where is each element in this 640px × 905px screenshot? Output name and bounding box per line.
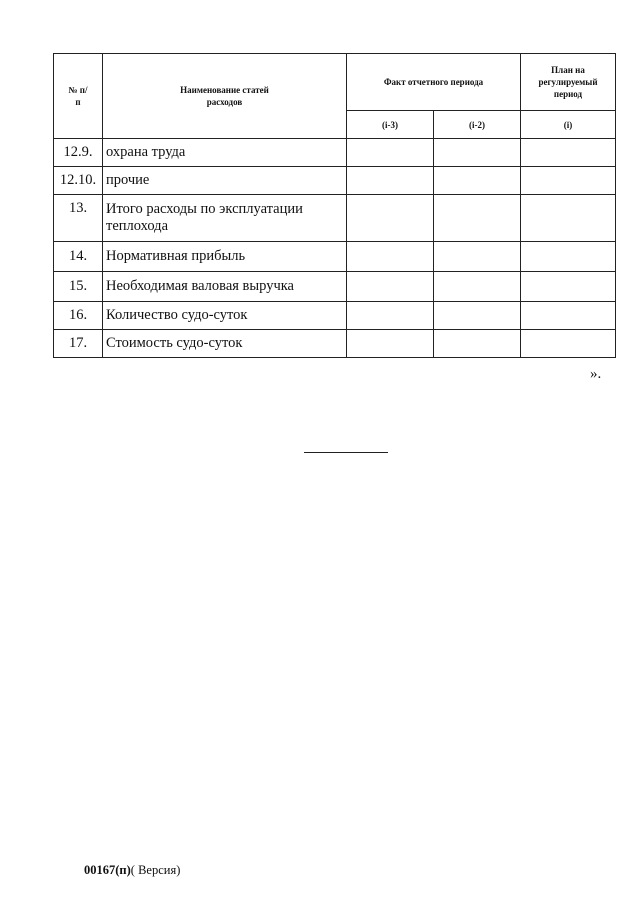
row-number: 12.9. (54, 139, 103, 167)
period-i3-header: (i-3) (347, 111, 434, 139)
row-number: 16. (54, 302, 103, 330)
value-cell (347, 195, 434, 242)
table-row (54, 242, 616, 272)
number-header: № п/п (54, 54, 103, 139)
table-row (54, 139, 616, 167)
row-name: Итого расходы по эксплуатации теплохода (103, 195, 347, 242)
value-cell (434, 272, 521, 302)
table-row (54, 302, 616, 330)
value-cell (347, 302, 434, 330)
actual-period-header: Факт отчетного периода (347, 54, 521, 111)
document-code (84, 863, 180, 878)
value-cell (347, 330, 434, 358)
value-cell (521, 242, 616, 272)
row-number: 13. (54, 195, 103, 242)
row-name: Необходимая валовая выручка (103, 272, 347, 302)
table-row (54, 330, 616, 358)
value-cell (521, 195, 616, 242)
row-name: охрана труда (103, 139, 347, 167)
value-cell (347, 167, 434, 195)
value-cell (434, 242, 521, 272)
value-cell (347, 242, 434, 272)
expense-table (53, 53, 616, 358)
value-cell (434, 195, 521, 242)
value-cell (434, 167, 521, 195)
value-cell (347, 139, 434, 167)
value-cell (434, 330, 521, 358)
row-number: 12.10. (54, 167, 103, 195)
row-name: Количество судо-суток (103, 302, 347, 330)
table-row (54, 272, 616, 302)
row-number: 17. (54, 330, 103, 358)
row-name: прочие (103, 167, 347, 195)
value-cell (521, 167, 616, 195)
row-number: 15. (54, 272, 103, 302)
row-number: 14. (54, 242, 103, 272)
closing-quote: ». (590, 366, 602, 382)
row-name: Нормативная прибыль (103, 242, 347, 272)
value-cell (434, 302, 521, 330)
period-i-header: (i) (521, 111, 616, 139)
plan-period-header: План на регулируемый период (521, 54, 616, 111)
name-header: Наименование статей расходов (103, 54, 347, 139)
value-cell (521, 330, 616, 358)
value-cell (347, 272, 434, 302)
value-cell (521, 272, 616, 302)
divider-line (304, 452, 388, 453)
doc-code-number: 00167(п) (84, 863, 131, 877)
doc-version: ( Версия) (130, 863, 181, 877)
value-cell (521, 139, 616, 167)
table-row (54, 167, 616, 195)
period-i2-header: (i-2) (434, 111, 521, 139)
header-row (54, 54, 616, 111)
row-name: Стоимость судо-суток (103, 330, 347, 358)
value-cell (521, 302, 616, 330)
table-row (54, 195, 616, 242)
value-cell (434, 139, 521, 167)
